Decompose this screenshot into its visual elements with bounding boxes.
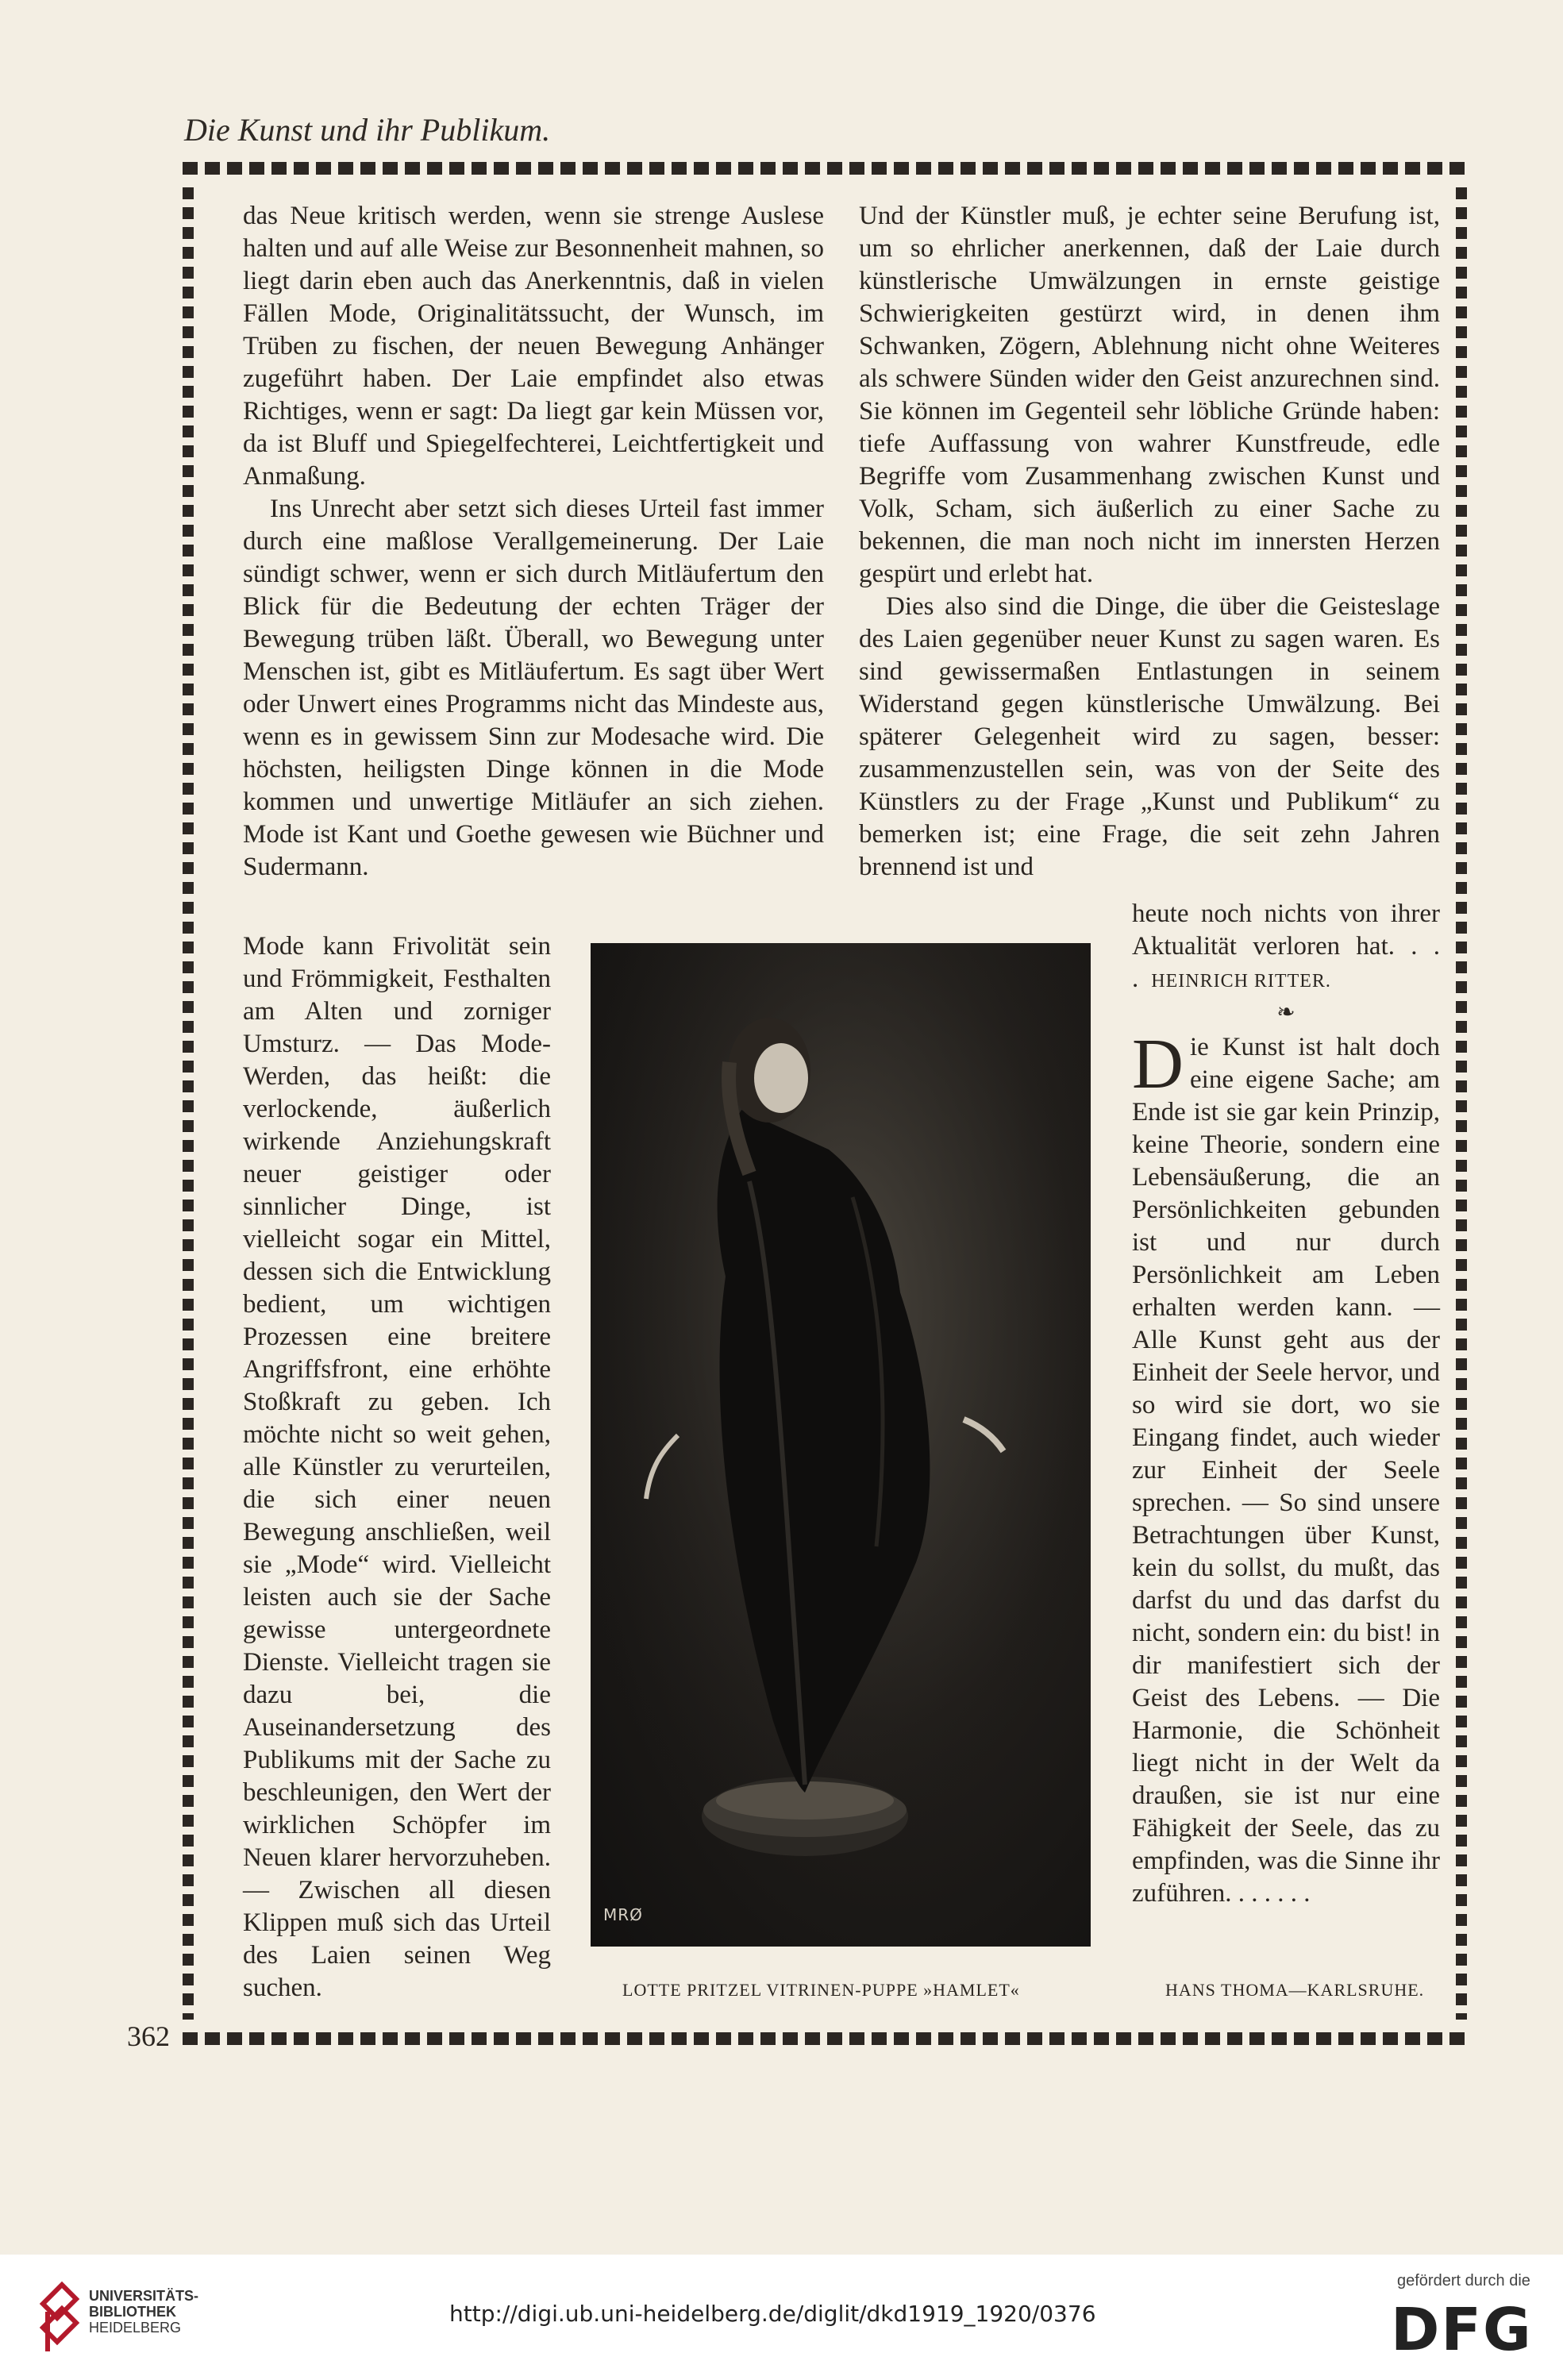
left-narrow-column-text (243, 930, 551, 2005)
fleuron-ornament-icon: ❧ (1276, 1000, 1295, 1025)
border-left-dashes (183, 187, 194, 2020)
university-library-logo-icon (40, 2280, 81, 2356)
right-column-text (859, 200, 1440, 884)
figure-caption: LOTTE PRITZEL VITRINEN-PUPPE »HAMLET« (622, 1980, 1020, 2000)
digitization-footer (0, 2255, 1563, 2380)
library-name-line: HEIDELBERG (89, 2320, 182, 2336)
quote-paragraph (1132, 1025, 1440, 1910)
dfg-logo: DFG (1391, 2296, 1533, 2364)
paragraph: Ins Unrecht aber setzt sich dieses Urteil fast immer durch eine maßlose Verallgemeinerung. Der Laie sündigt schwer, wenn er sich durch Mitläufertum den Blick für die Bedeutung der echten Träger der Bewegung trüben läßt. Überall, wo Bewegung unter Menschen ist, gibt es Mitläufertum. Es sagt über Wert oder Unwert eines Programms nicht das Mindeste aus, wenn es in gewissem Sinn zur Modesache wird. Die höchsten, heiligsten Dinge können in die Mode kommen und unwertige Mitläufer an sich ziehen. Mode ist Kant und Goethe gewesen wie Büchner und Sudermann. (243, 495, 824, 881)
quote-text: ie Kunst ist halt doch eine eigene Sache; am Ende ist sie gar kein Prinzip, keine Theorie, sondern eine Lebensäußerung, die an Persönlichkeiten gebunden ist und nur durch Persönlichkeit am Leben erhalten werden kann. — Alle Kunst geht aus der Einheit der Seele hervor, und so wird sie dort, wo sie Eingang findet, auch wieder zur Einheit der Seele sprechen. — So sind unsere Betrachtungen über Kunst, kein du sollst, du mußt, das darfst du und das darfst du nicht, sondern ein: du bist! in dir manifestiert sich der Geist des Lebens. — Die Harmonie, die Schönheit liegt nicht in der Welt da draußen, sie ist nur eine Fähigkeit der Seele, das zu empfinden, was die Sinne ihr zuführen. . . . . . . (1132, 1033, 1440, 1908)
border-bottom-dashes (183, 2032, 1467, 2045)
running-title: Die Kunst und ihr Publikum. (184, 112, 551, 148)
artist-monogram: MRØ (603, 1905, 643, 1924)
doll-photograph (591, 943, 1091, 1947)
paragraph-text: heute noch nichts von ihrer Aktualität verloren hat. . . . (1132, 899, 1440, 993)
paragraph: Dies also sind die Dinge, die über die Geisteslage des Laien gegenüber neuer Kunst zu sagen waren. Es sind gewissermaßen Entlastungen in seinem Widerstand gegen künstlerische Umwälzung. Bei späterer Gelegenheit wird zu sagen, besser: zusammenzustellen sein, was von der Seite des Künstlers zu der Frage „Kunst und Publikum“ zu bemerken ist; eine Frage, die seit zehn Jahren brennend ist und (859, 592, 1440, 881)
left-column-text (243, 200, 824, 884)
library-name (89, 2288, 198, 2336)
border-top-dashes (183, 162, 1467, 175)
figure-credit: HANS THOMA—KARLSRUHE. (1165, 1980, 1425, 2000)
permalink-url[interactable]: http://digi.ub.uni-heidelberg.de/diglit/dkd1919_1920/0376 (449, 2301, 1096, 2327)
paragraph: Mode kann Frivolität sein und Frömmigkeit, Festhalten am Alten und zorniger Umsturz. — Das Mode-Werden, das heißt: die verlockende, äußerlich wirkende Anziehungskraft neuer geistiger oder sinnlicher Dinge, ist vielleicht sogar ein Mittel, dessen sich die Entwicklung bedient, um wichtigen Prozessen eine breitere Angriffsfront, eine erhöhte Stoßkraft zu geben. Ich möchte nicht so weit gehen, alle Künstler zu verurteilen, die sich einer neuen Bewegung anschließen, weil sie „Mode“ wird. Vielleicht leisten auch sie der Sache gewisse untergeordnete Dienste. Vielleicht tragen sie dazu bei, die Auseinandersetzung des Publikums mit der Sache zu beschleunigen, den Wert der wirklichen Schöpfer im Neuen klarer hervorzuheben. — Zwischen all diesen Klippen muß sich das Urteil des Laien seinen Weg suchen. (243, 932, 551, 2002)
doll-figure-illustration (591, 943, 1091, 1947)
library-name-line: UNIVERSITÄTS- (89, 2288, 199, 2304)
right-narrow-column-text (1132, 898, 1440, 1910)
funded-by-label: gefördert durch die (1397, 2272, 1530, 2289)
author-signature: HEINRICH RITTER. (1151, 971, 1331, 992)
library-name-line: BIBLIOTHEK (89, 2304, 176, 2320)
paragraph (1132, 898, 1440, 998)
border-right-dashes (1456, 187, 1467, 2020)
paragraph: Und der Künstler muß, je echter seine Berufung ist, um so ehrlicher anerkennen, daß der Laie durch künstlerische Umwälzungen in ernste geistige Schwierigkeiten gestürzt wird, in denen ihm Schwanken, Zögern, Ablehnung nicht ohne Weiteres als schwere Sünden wider den Geist anzurechnen sind. Sie können im Gegenteil sehr löbliche Gründe haben: tiefe Auffassung von wahrer Kunstfreude, edle Begriffe vom Zusammenhang zwischen Kunst und Volk, Scham, sich äußerlich zu einer Sache zu bekennen, die man noch nicht im innersten Herzen gespürt und erlebt hat. (859, 202, 1440, 588)
paragraph: das Neue kritisch werden, wenn sie strenge Auslese halten und auf alle Weise zur Besonnenheit mahnen, so liegt darin eben auch das Anerkenntnis, daß in vielen Fällen Mode, Originalitätssucht, der Wunsch, im Trüben zu fischen, der neuen Bewegung Anhänger zugeführt haben. Der Laie empfindet also etwas Richtiges, wenn er sagt: Da liegt gar kein Müssen vor, da ist Bluff und Spiegelfechterei, Leichtfertigkeit und Anmaßung. (243, 202, 824, 491)
drop-capital: D (1132, 1025, 1184, 1103)
page-number: 362 (127, 2020, 170, 2052)
